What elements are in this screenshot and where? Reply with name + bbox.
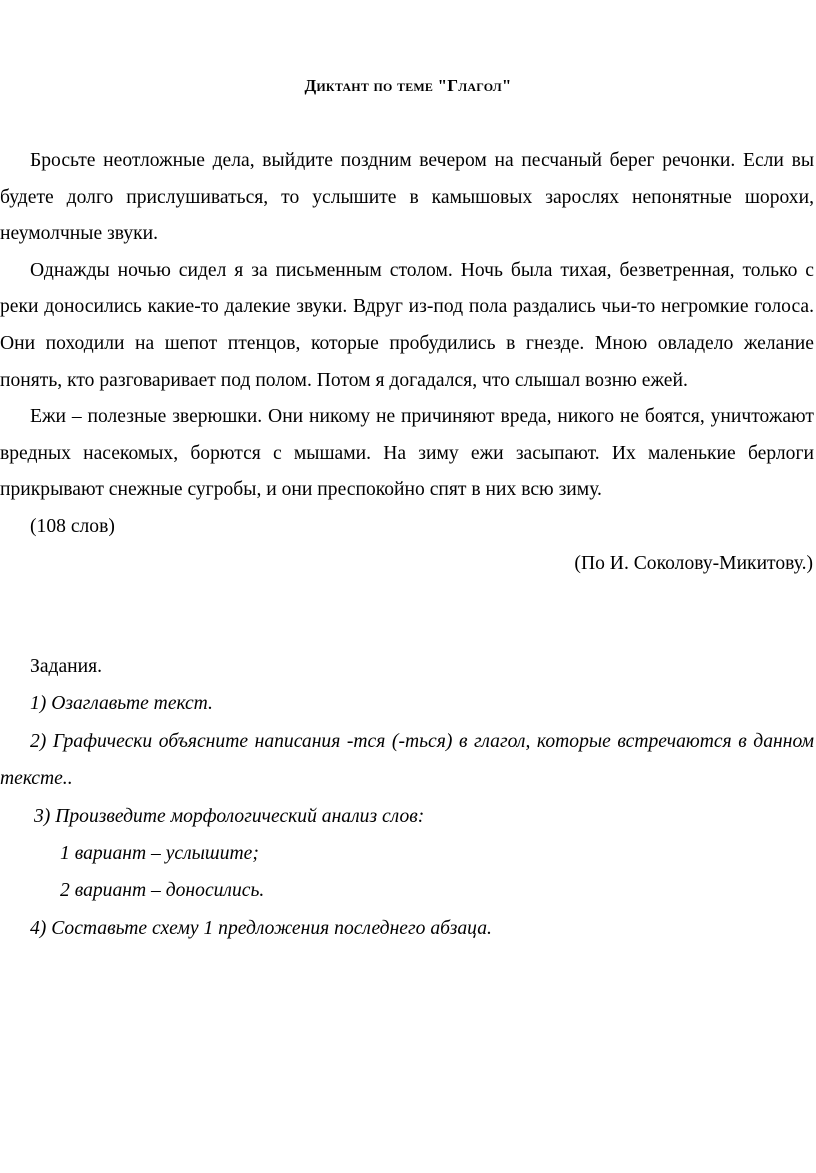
task-4: 4) Составьте схему 1 предложения последнего абзаца. [30, 917, 492, 939]
task-3: 3) Произведите морфологический анализ слов: [34, 805, 425, 827]
task-2: 2) Графически объясните написания -тся (-ться) в глагол, которые встречаются в данном тексте.. [0, 730, 814, 790]
task-3-variant-1: 1 вариант – услышите; [60, 843, 259, 865]
paragraph-3: Ежи – полезные зверюшки. Они никому не причиняют вреда, никого не боятся, уничтожают вредных насекомых, борются с мышами. На зиму ежи засыпают. Их маленькие берлоги прикрывают снежные сугробы, и они преспокойно спят в них всю зиму. [0, 406, 814, 501]
dictation-text [0, 143, 814, 582]
task-1: 1) Озаглавьте текст. [30, 693, 213, 715]
task-3-variant-2: 2 вариант – доносились. [60, 880, 265, 902]
tasks-heading: Задания. [30, 656, 103, 677]
tasks-section [0, 648, 814, 947]
paragraph-1: Бросьте неотложные дела, выйдите поздним вечером на песчаный берег речонки. Если вы будете долго прислушиваться, то услышите в камышовых зарослях непонятные шорохи, неумолчные звуки. [0, 150, 814, 245]
word-count: (108 слов) [30, 515, 115, 537]
attribution: (По И. Соколову-Микитову.) [574, 552, 813, 574]
paragraph-2: Однажды ночью сидел я за письменным столом. Ночь была тихая, безветренная, только с реки доносились какие-то далекие звуки. Вдруг из-под пола раздались чьи-то негромкие голоса. Они походили на шепот птенцов, которые пробудились в гнезде. Мною овладело желание понять, кто разговаривает под полом. Потом я догадался, что слышал возню ежей. [0, 259, 814, 391]
document-title: Диктант по теме "Глагол" [304, 76, 512, 95]
